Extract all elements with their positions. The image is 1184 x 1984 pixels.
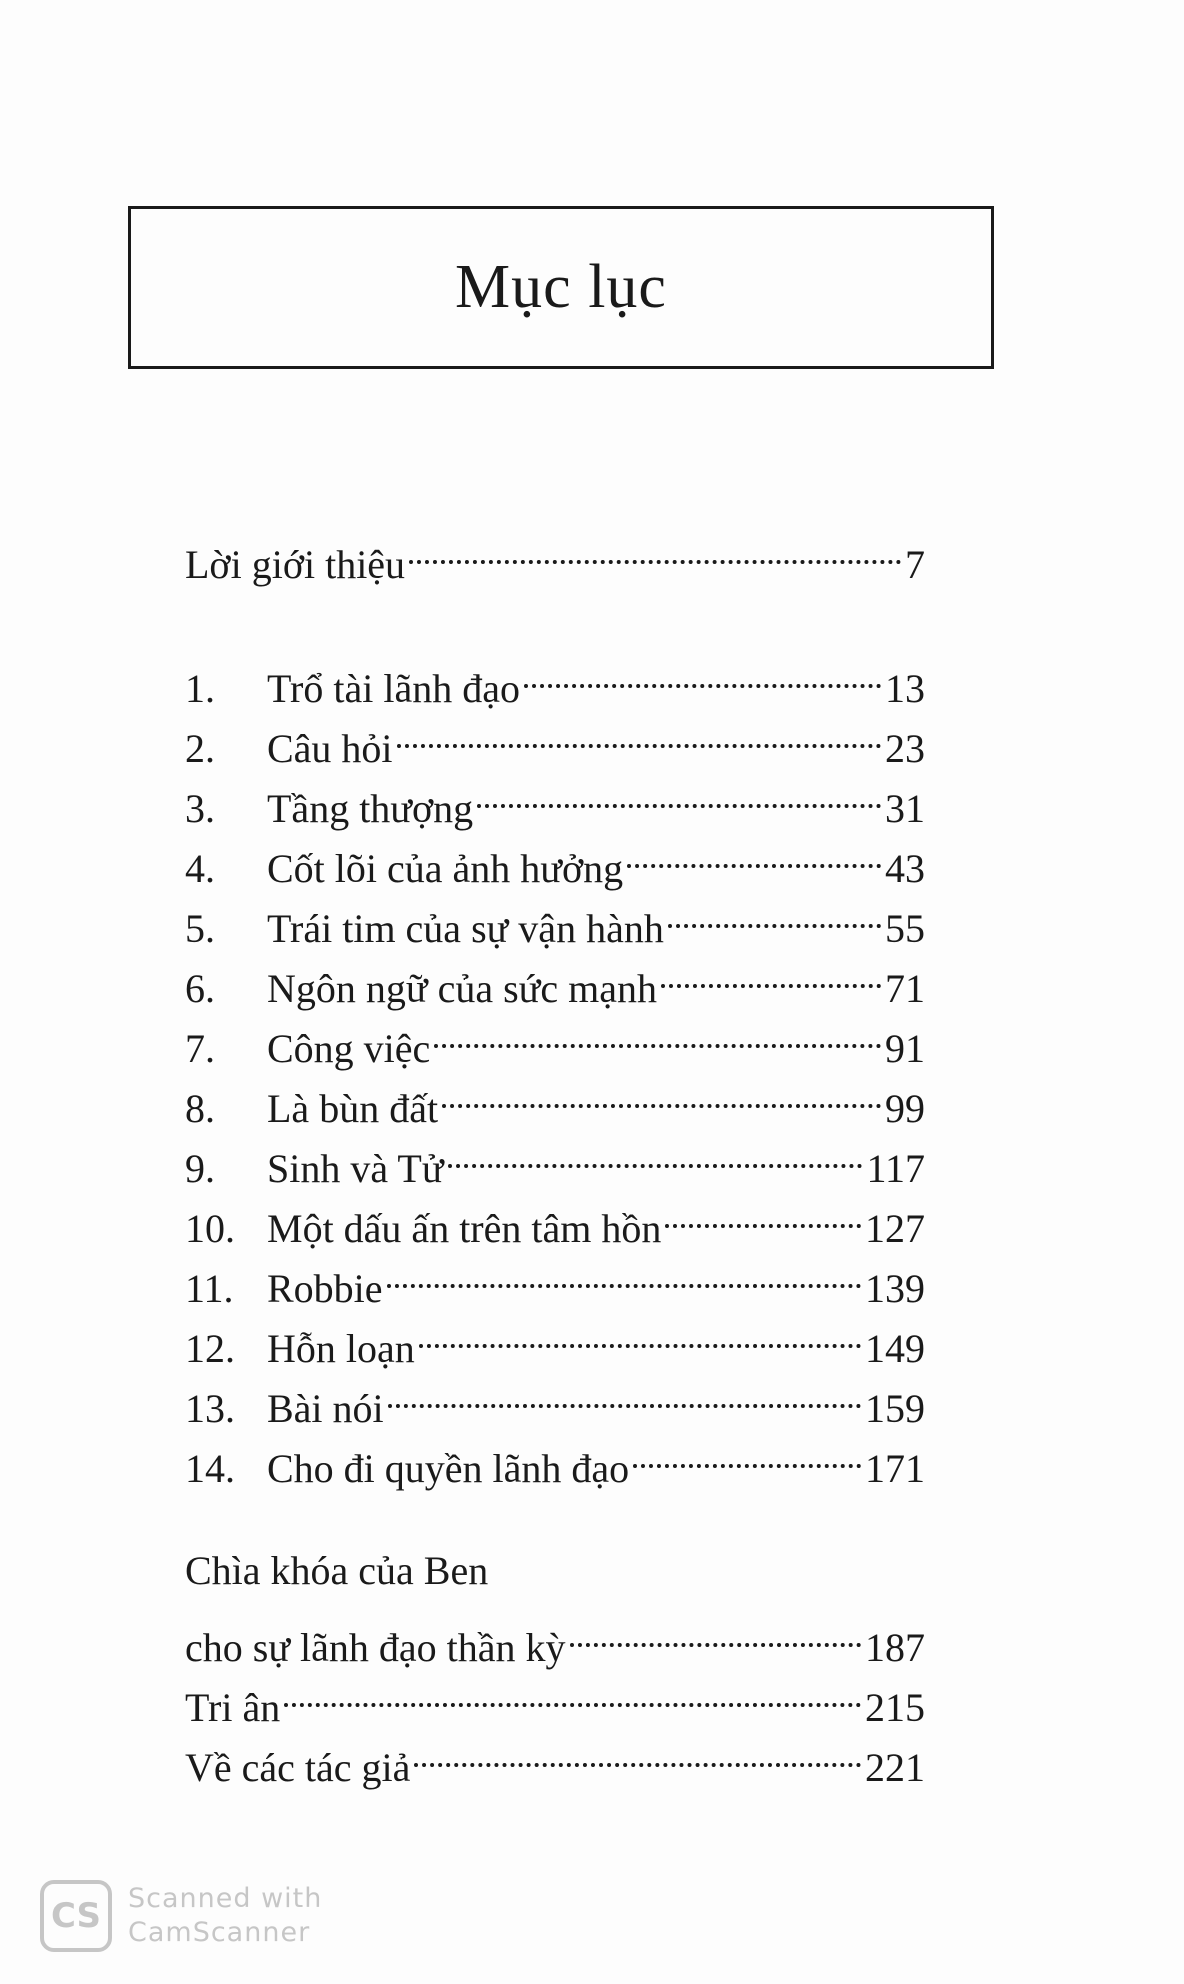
watermark-line2: CamScanner xyxy=(128,1917,311,1948)
toc-acknowledgements xyxy=(185,1661,925,1730)
toc-number: 7. xyxy=(185,1026,215,1071)
toc-page: 31 xyxy=(885,786,925,831)
dot-leader xyxy=(668,882,881,942)
dot-leader xyxy=(665,1182,861,1242)
toc-label: cho sự lãnh đạo thần kỳ xyxy=(185,1625,566,1670)
toc-page: 127 xyxy=(865,1206,925,1251)
toc-page: 13 xyxy=(885,666,925,711)
toc-label: Tầng thượng xyxy=(267,786,474,831)
toc-page: 139 xyxy=(865,1266,925,1311)
dot-leader xyxy=(409,518,901,578)
dot-leader xyxy=(448,1122,863,1182)
dot-leader xyxy=(388,1362,861,1422)
toc-number: 11. xyxy=(185,1266,234,1311)
toc-number: 1. xyxy=(185,666,215,711)
toc-label: Cốt lõi của ảnh hưởng xyxy=(267,846,624,891)
toc-label: Hỗn loạn xyxy=(267,1326,415,1371)
toc-label: Về các tác giả xyxy=(185,1745,411,1790)
toc-page: 171 xyxy=(865,1446,925,1491)
toc-chapter xyxy=(185,1302,925,1371)
toc-page: 99 xyxy=(885,1086,925,1131)
title-box xyxy=(128,206,994,369)
toc-number: 9. xyxy=(185,1146,215,1191)
dot-leader xyxy=(414,1721,861,1781)
dot-leader xyxy=(633,1422,861,1482)
toc-chapter xyxy=(185,1002,925,1071)
toc-number: 4. xyxy=(185,846,215,891)
toc-page: 43 xyxy=(885,846,925,891)
dot-leader xyxy=(284,1661,861,1721)
toc-label: Là bùn đất xyxy=(267,1086,439,1131)
toc-label: Bài nói xyxy=(267,1386,384,1431)
toc-label: Cho đi quyền lãnh đạo xyxy=(267,1446,630,1491)
dot-leader xyxy=(570,1601,862,1661)
toc-chapter xyxy=(185,762,925,831)
toc-label: Tri ân xyxy=(185,1685,281,1730)
toc-label: Robbie xyxy=(267,1266,383,1311)
toc-chapter xyxy=(185,1362,925,1431)
toc-keys xyxy=(185,1601,925,1670)
dot-leader xyxy=(434,1002,881,1062)
toc-label: Câu hỏi xyxy=(267,726,393,771)
toc-page: 215 xyxy=(865,1685,925,1730)
toc-label: Lời giới thiệu xyxy=(185,542,406,587)
camscanner-watermark xyxy=(40,1880,322,1952)
toc-page: 91 xyxy=(885,1026,925,1071)
toc-chapter xyxy=(185,942,925,1011)
page-title: Mục lục xyxy=(455,253,667,321)
toc-number: 2. xyxy=(185,726,215,771)
dot-leader xyxy=(661,942,881,1002)
camscanner-logo-icon: CS xyxy=(40,1880,112,1952)
toc-label: Trái tim của sự vận hành xyxy=(267,906,664,951)
toc-chapter xyxy=(185,1122,925,1191)
dot-leader xyxy=(397,702,881,762)
toc-chapter xyxy=(185,822,925,891)
toc-page: 71 xyxy=(885,966,925,1011)
toc-number: 14. xyxy=(185,1446,235,1491)
toc-chapter xyxy=(185,1182,925,1251)
toc-page: 117 xyxy=(866,1146,925,1191)
toc-label: Ngôn ngữ của sức mạnh xyxy=(267,966,657,1011)
toc-page: 221 xyxy=(865,1745,925,1790)
toc-page: 187 xyxy=(865,1625,925,1670)
toc-label: Trổ tài lãnh đạo xyxy=(267,666,520,711)
toc-page: 55 xyxy=(885,906,925,951)
toc-label: Sinh và Tử xyxy=(267,1146,444,1191)
toc-page: 149 xyxy=(865,1326,925,1371)
dot-leader xyxy=(442,1062,881,1122)
toc-number: 13. xyxy=(185,1386,235,1431)
toc-chapter xyxy=(185,642,925,711)
toc-chapter xyxy=(185,1062,925,1131)
dot-leader xyxy=(419,1302,861,1362)
dot-leader xyxy=(477,762,881,822)
dot-leader xyxy=(524,642,881,702)
toc-number: 3. xyxy=(185,786,215,831)
toc-label: Một dấu ấn trên tâm hồn xyxy=(267,1206,662,1251)
toc-keys-line1: Chìa khóa của Ben xyxy=(185,1548,489,1593)
dot-leader xyxy=(387,1242,861,1302)
dot-leader xyxy=(627,822,881,882)
toc-number: 12. xyxy=(185,1326,235,1371)
toc-chapter xyxy=(185,702,925,771)
toc-intro xyxy=(185,518,925,587)
watermark-text xyxy=(128,1882,322,1950)
toc-page: 159 xyxy=(865,1386,925,1431)
toc-number: 6. xyxy=(185,966,215,1011)
toc-chapter xyxy=(185,1422,925,1491)
toc-number: 5. xyxy=(185,906,215,951)
toc-chapter xyxy=(185,882,925,951)
toc-label: Công việc xyxy=(267,1026,431,1071)
toc-about xyxy=(185,1721,925,1790)
toc-page: 23 xyxy=(885,726,925,771)
toc-number: 10. xyxy=(185,1206,235,1251)
toc-page: 7 xyxy=(905,542,925,587)
watermark-line1: Scanned with xyxy=(128,1883,323,1914)
toc-number: 8. xyxy=(185,1086,215,1131)
toc-chapter xyxy=(185,1242,925,1311)
